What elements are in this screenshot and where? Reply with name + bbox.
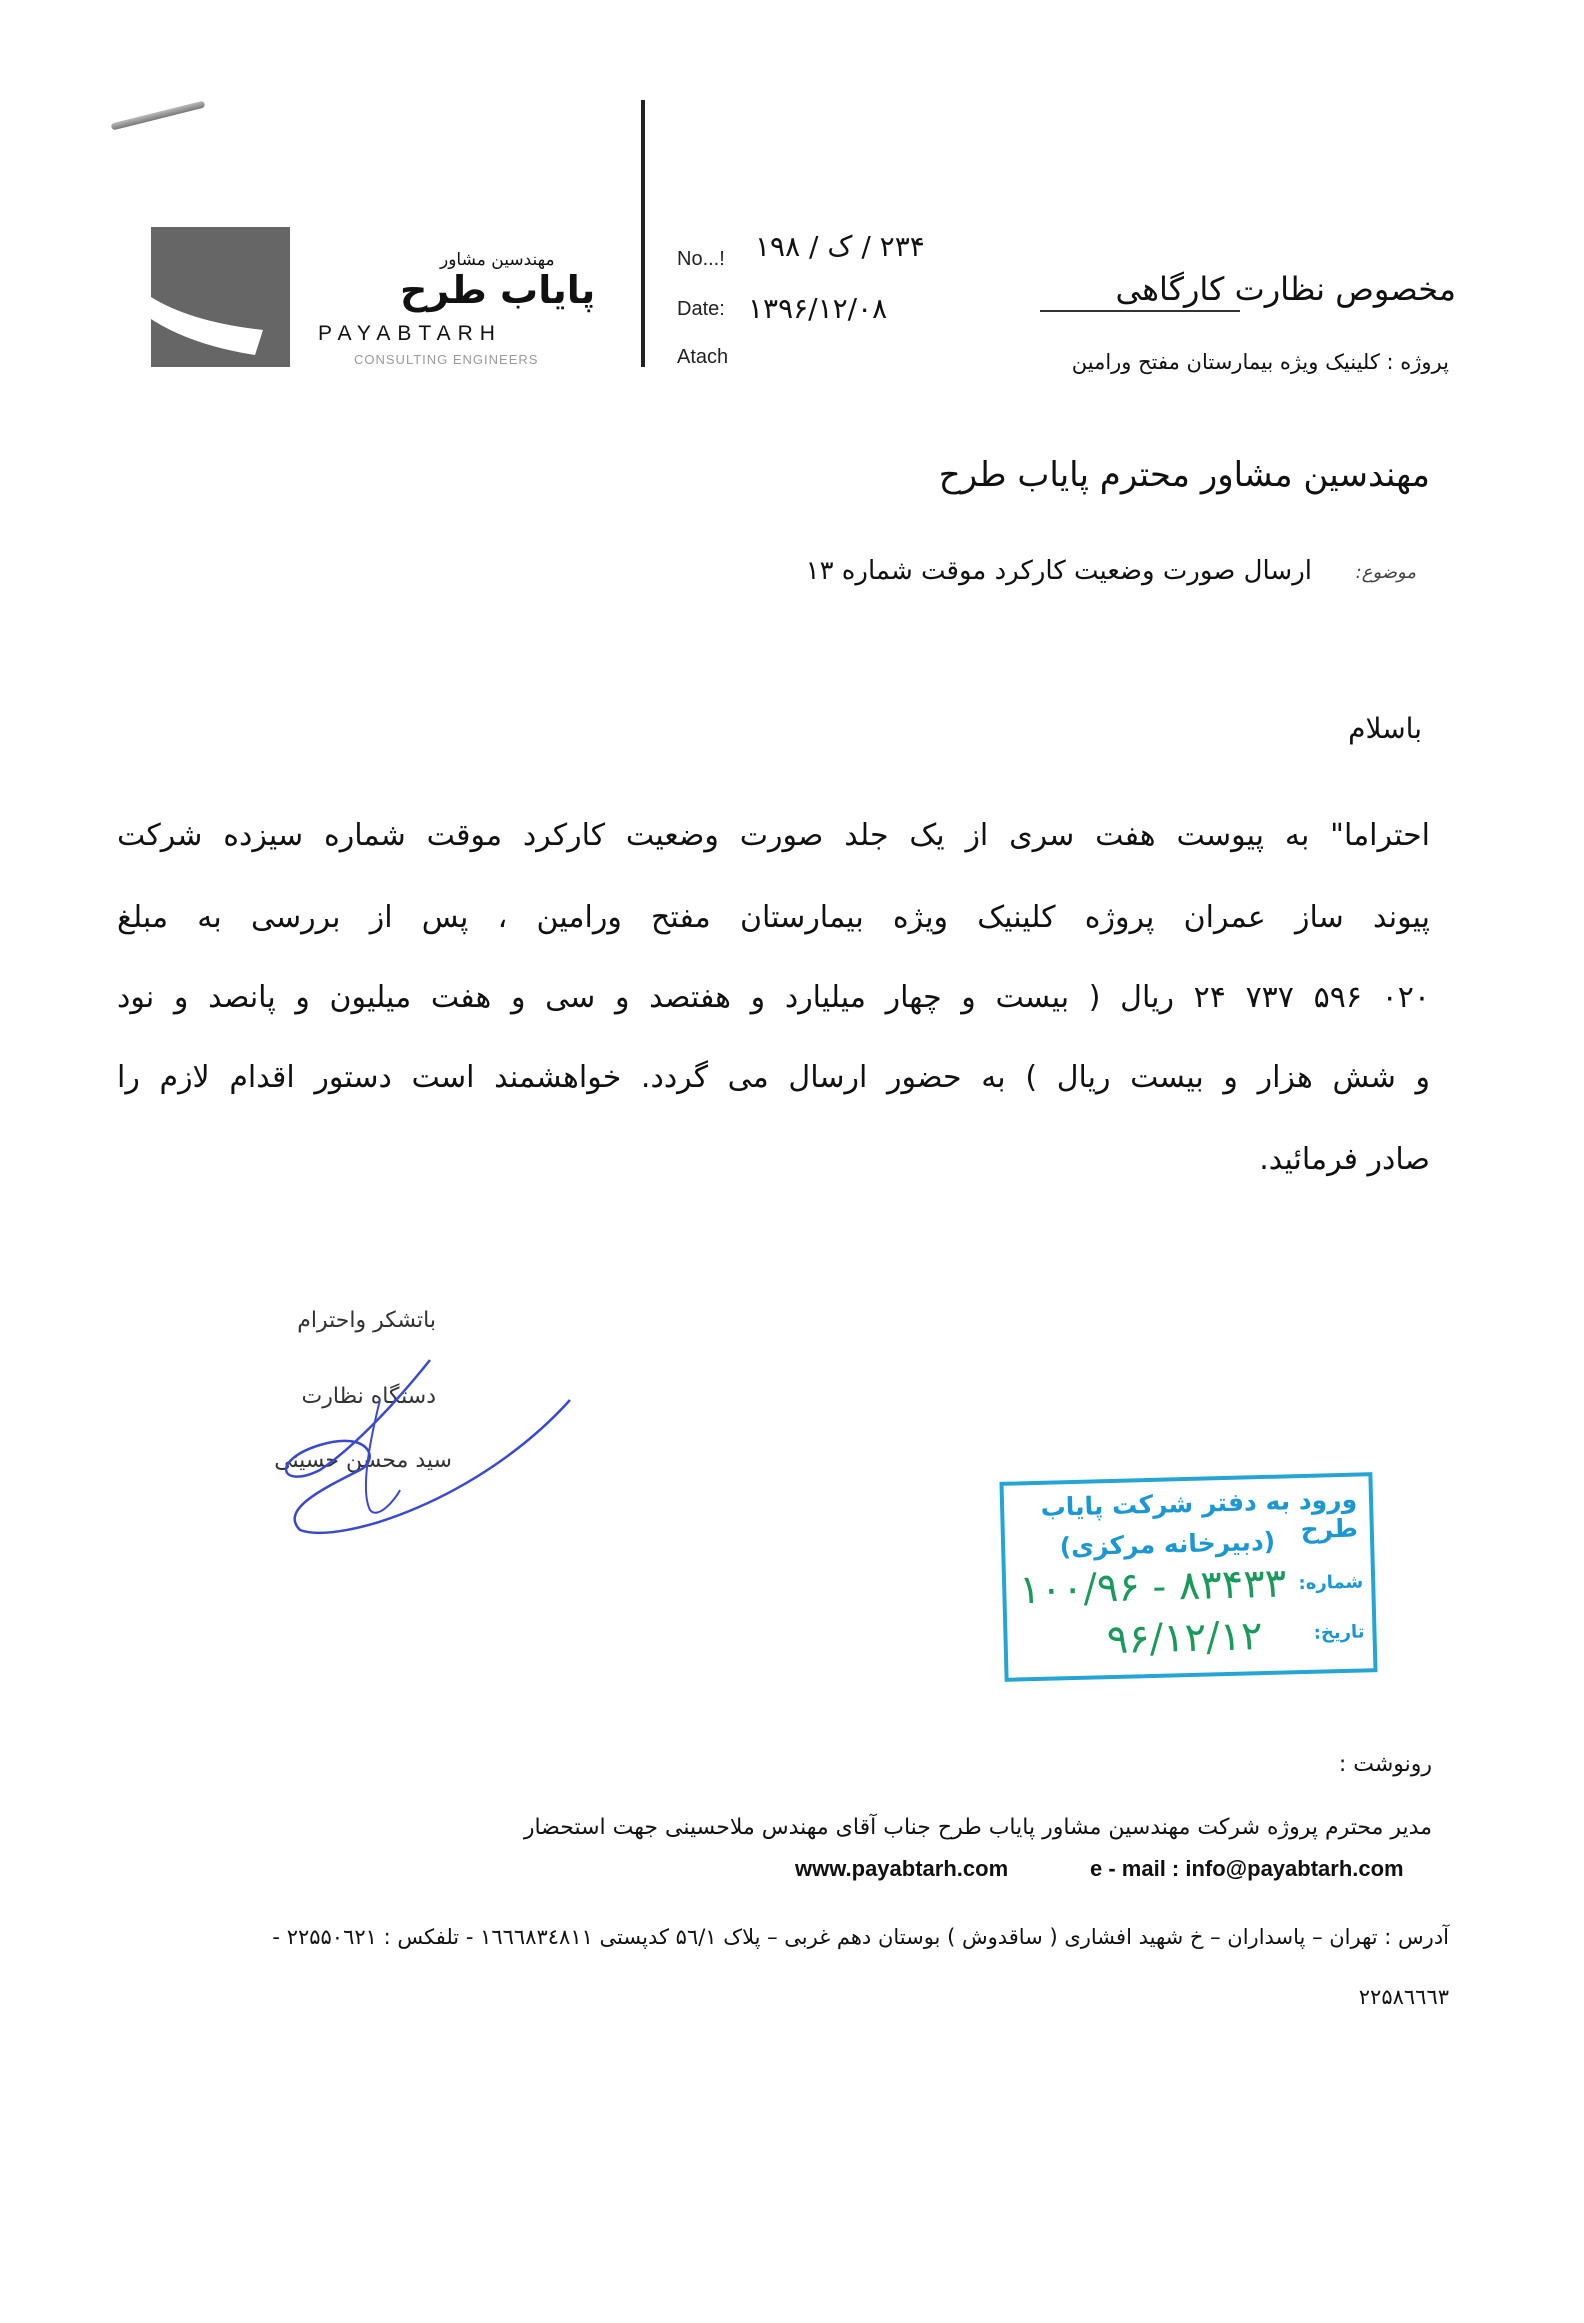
stamp-number-value: ۸۳۴۳۳ - ۱۰۰/۹۶ (1018, 1560, 1287, 1614)
title-underline (1040, 310, 1240, 312)
company-logo (151, 227, 290, 367)
subject-text: ارسال صورت وضعیت کارکرد موقت شماره ۱۳ (805, 556, 1312, 586)
signature-icon (260, 1350, 580, 1540)
website-link[interactable]: www.payabtarh.com (795, 1856, 1009, 1881)
stamp-line2: (دبیرخانه مرکزی) (1059, 1526, 1276, 1562)
date-value: ۱۳۹۶/۱۲/۰۸ (748, 292, 888, 325)
subject-label: موضوع: (1355, 562, 1416, 583)
stamp-date-value: ۹۶/۱۲/۱۲ (1106, 1613, 1264, 1664)
body-line: و شش هزار و بیست ریال ) به حضور ارسال می گردد. خواهشمند است دستور اقدام لازم را (117, 1060, 1430, 1095)
email-link[interactable]: e - mail : info@payabtarh.com (1090, 1856, 1404, 1881)
date-label: Date: (677, 298, 725, 320)
logo-text-en: PAYABTARH (318, 322, 502, 345)
footer-phone2: ۲۲۵۸٦٦٦۳ (1358, 1985, 1449, 2009)
no-value: ۲۳۴ / ک / ۱۹۸ (755, 230, 925, 263)
closing-regards: باتشکر واحترام (297, 1308, 436, 1333)
logo-text-fa: پایاب طرح (400, 268, 596, 312)
closing-department: دستگاه نظارت (301, 1384, 436, 1409)
body-line: ۰۲۰ ۵۹۶ ۷۳۷ ۲۴ ریال ( بیست و چهار میلیارد و هفتصد و سی و هفت میلیون و پانصد و نود (117, 980, 1430, 1015)
addressee: مهندسین مشاور محترم پایاب طرح (938, 455, 1430, 495)
scan-artifact (111, 100, 206, 130)
greeting: باسلام (1348, 712, 1422, 745)
stamp-number-label: شماره: (1298, 1571, 1364, 1595)
footer-address: آدرس : تهران – پاسداران – خ شهید افشاری ( ساقدوش ) بوستان دهم غربی – پلاک ۵٦/۱ کدپستی ۱٦٦٦۸۳٤۸۱۱ - تلفکس : ۲۲۵۵۰٦۲۱ - (272, 1925, 1449, 1949)
header-divider (641, 100, 645, 367)
attach-label: Atach (677, 346, 729, 368)
logo-graphic-icon (151, 227, 290, 367)
body-line: صادر فرمائید. (1259, 1142, 1430, 1177)
stamp-date-label: تاریخ: (1313, 1621, 1365, 1644)
no-label: No...! (677, 248, 725, 270)
body-line: احتراما" به پیوست هفت سری از یک جلد صورت وضعیت کارکرد موقت شماره سیزده شرکت (117, 818, 1430, 853)
cc-label: رونوشت : (1338, 1752, 1432, 1777)
logo-subtitle: CONSULTING ENGINEERS (354, 352, 539, 367)
body-line: پیوند ساز عمران پروژه کلینیک ویژه بیمارستان مفتح ورامین ، پس از بررسی به مبلغ (117, 900, 1430, 935)
stamp-line1: ورود به دفتر شرکت پایاب طرح (1040, 1484, 1359, 1545)
cc-text: مدیر محترم پروژه شرکت مهندسین مشاور پایاب طرح جناب آقای مهندس ملاحسینی جهت استحضار (523, 1815, 1432, 1840)
logo-text-small: مهندسین مشاور (440, 250, 555, 270)
header-title: مخصوص نظارت کارگاهی (1115, 270, 1456, 308)
project-label: پروژه : کلینیک ویژه بیمارستان مفتح ورامین (1071, 350, 1449, 374)
closing-name: سید محسن حسینی (274, 1448, 452, 1473)
registration-stamp (999, 1472, 1377, 1682)
